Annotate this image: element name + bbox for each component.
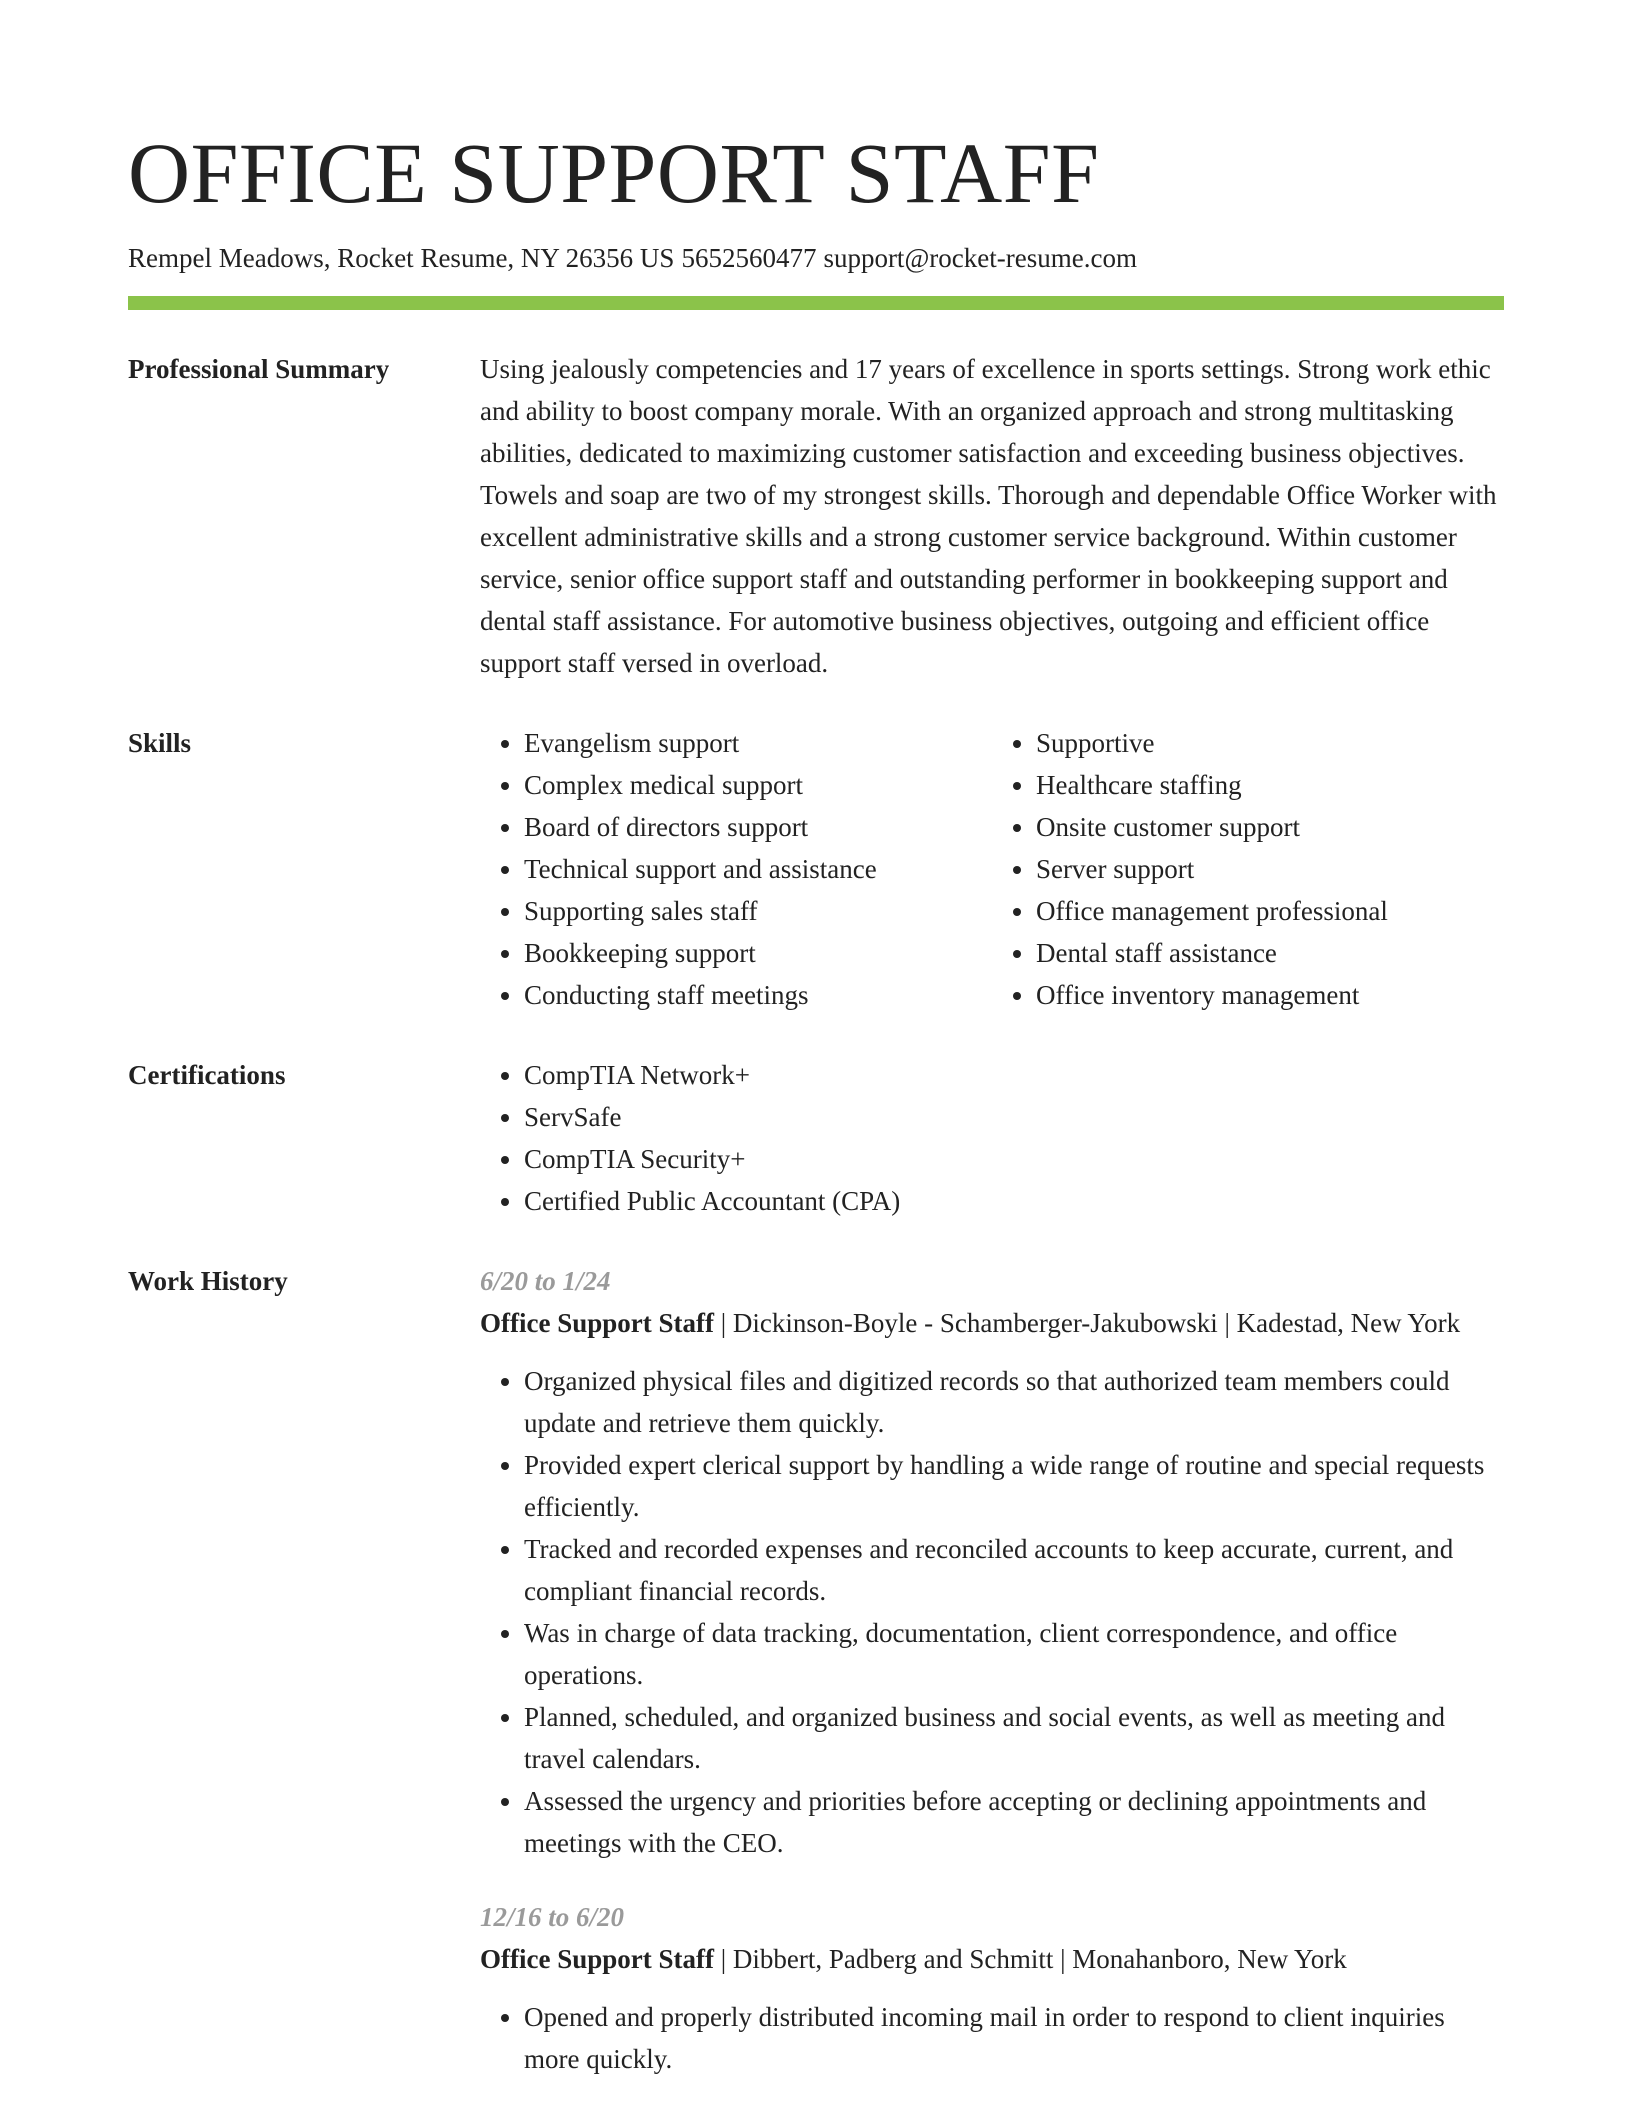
job-employer-location: | Dibbert, Padberg and Schmitt | Monahanboro, New York (713, 1944, 1347, 1975)
skill-item: • Supporting sales staff (524, 890, 992, 932)
summary-body (480, 348, 1504, 684)
job-bullet: • Planned, scheduled, and organized business and social events, as well as meeting and travel calendars. (524, 1696, 1504, 1780)
summary-text: Using jealously competencies and 17 years of excellence in sports settings. Strong work ethic and ability to boost company morale. With an organized approach and strong multitasking abilities, dedicated to maximizing customer satisfaction and exceeding business objectives. Towels and soap are two of my strongest skills. Thorough and dependable Office Worker with excellent administrative skills and a strong customer service background. Within customer service, senior office support staff and outstanding performer in bookkeeping support and dental staff assistance. For automotive business objectives, outgoing and efficient office support staff versed in overload. (480, 354, 1497, 679)
skill-item: • Evangelism support (524, 722, 992, 764)
job-heading (480, 1302, 1504, 1344)
email-text: support@rocket-resume.com (823, 243, 1137, 273)
work-history-body (480, 1260, 1504, 2112)
skills-list-left (480, 722, 992, 1016)
contact-line (128, 242, 1504, 274)
page-title: OFFICE SUPPORT STAFF (128, 125, 1100, 221)
skill-item: • Server support (1036, 848, 1504, 890)
job-dates: 12/16 to 6/20 (480, 1902, 625, 1933)
job-entry (480, 1260, 1504, 1864)
certifications-list (480, 1054, 1504, 1222)
certification-item: • CompTIA Security+ (524, 1138, 1504, 1180)
work-history-heading: Work History (128, 1266, 288, 1297)
job-bullet: • Provided expert clerical support by handling a wide range of routine and special requests efficiently. (524, 1444, 1504, 1528)
summary-section (128, 348, 1504, 684)
skill-item: • Conducting staff meetings (524, 974, 992, 1016)
job-bullets (480, 1996, 1504, 2080)
skill-item: • Bookkeeping support (524, 932, 992, 974)
skills-heading: Skills (128, 728, 192, 759)
job-employer-location: | Dickinson-Boyle - Schamberger-Jakubowski | Kadestad, New York (713, 1308, 1461, 1339)
job-title: Office Support Staff (480, 1944, 714, 1975)
job-bullet: • Tracked and recorded expenses and reconciled accounts to keep accurate, current, and compliant financial records. (524, 1528, 1504, 1612)
job-bullets (480, 1360, 1504, 1864)
job-heading (480, 1938, 1504, 1980)
certification-item: • ServSafe (524, 1096, 1504, 1138)
certifications-section (128, 1054, 1504, 1222)
certifications-heading: Certifications (128, 1060, 286, 1091)
skill-item: • Office management professional (1036, 890, 1504, 932)
certification-item: • CompTIA Network+ (524, 1054, 1504, 1096)
address-text: Rempel Meadows, Rocket Resume, NY 26356 US (128, 243, 675, 273)
summary-heading: Professional Summary (128, 354, 390, 385)
skill-item: • Board of directors support (524, 806, 992, 848)
skill-item: • Technical support and assistance (524, 848, 992, 890)
job-bullet: • Opened and properly distributed incoming mail in order to respond to client inquiries more quickly. (524, 1996, 1504, 2080)
job-bullet: • Was in charge of data tracking, documentation, client correspondence, and office operations. (524, 1612, 1504, 1696)
skill-item: • Healthcare staffing (1036, 764, 1504, 806)
phone-text: 5652560477 (681, 243, 817, 273)
certification-item: • Certified Public Accountant (CPA) (524, 1180, 1504, 1222)
skill-item: • Onsite customer support (1036, 806, 1504, 848)
skills-body (480, 722, 1504, 1016)
certifications-body (480, 1054, 1504, 1222)
accent-divider (128, 296, 1504, 310)
job-entry (480, 1896, 1504, 2080)
skills-list-right (992, 722, 1504, 1016)
skill-item: • Office inventory management (1036, 974, 1504, 1016)
job-bullet: • Organized physical files and digitized records so that authorized team members could update and retrieve them quickly. (524, 1360, 1504, 1444)
skill-item: • Complex medical support (524, 764, 992, 806)
job-dates: 6/20 to 1/24 (480, 1266, 611, 1297)
job-title: Office Support Staff (480, 1308, 714, 1339)
job-bullet: • Assessed the urgency and priorities before accepting or declining appointments and meetings with the CEO. (524, 1780, 1504, 1864)
skills-section (128, 722, 1504, 1016)
skill-item: • Dental staff assistance (1036, 932, 1504, 974)
work-history-section (128, 1260, 1504, 2112)
skill-item: • Supportive (1036, 722, 1504, 764)
